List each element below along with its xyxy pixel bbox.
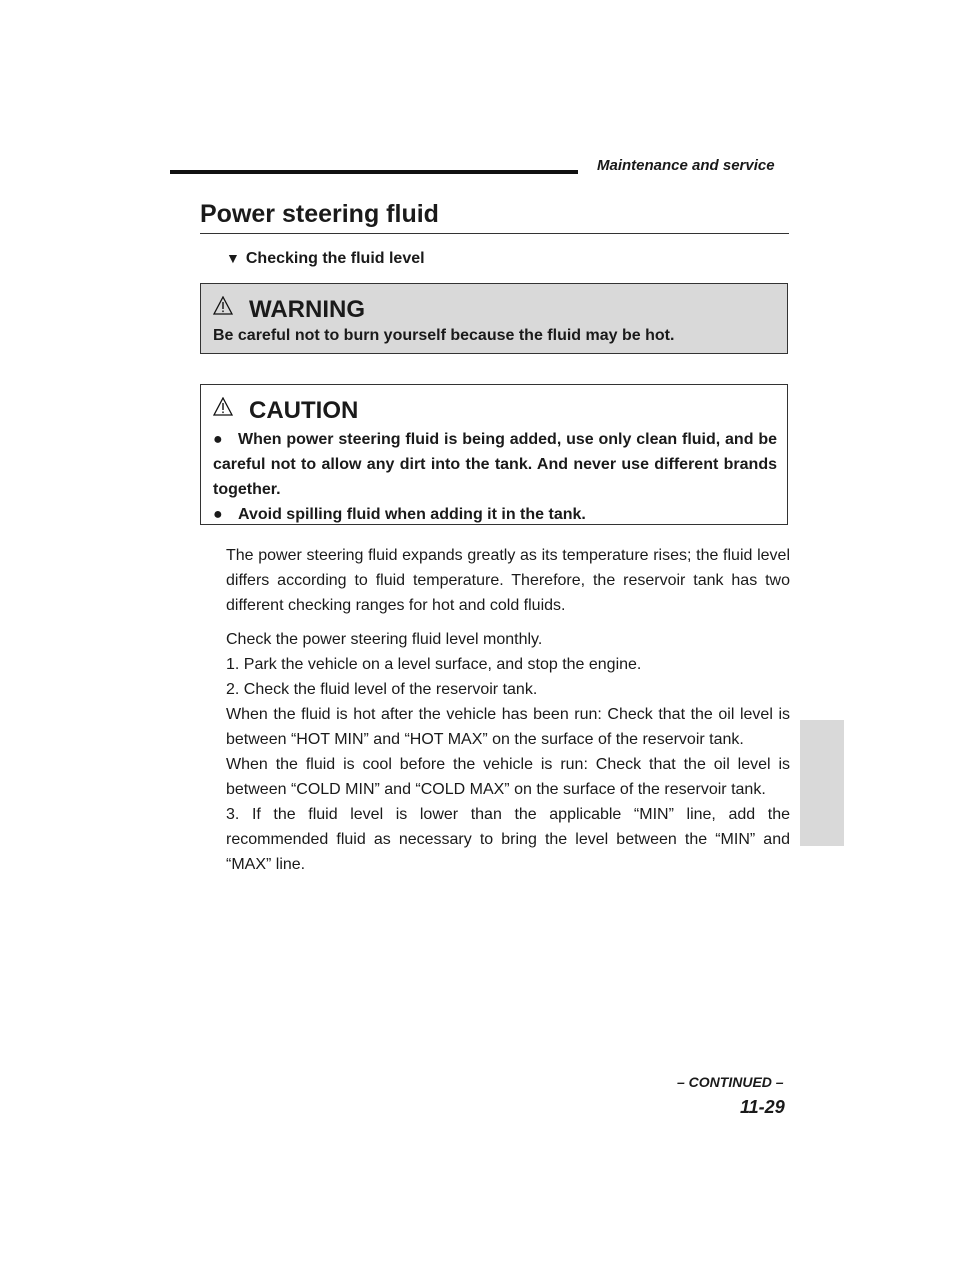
subheading-text: Checking the fluid level <box>245 250 425 267</box>
caution-box <box>200 384 788 525</box>
title-rule <box>200 233 789 234</box>
procedure-text: Check the power steering fluid level monthly. 1. Park the vehicle on a level surface, and stop the engine. 2. Check the fluid level of the reservoir tank. When the fluid is hot after the vehicle has been run: Check that the oil level is between “HOT MIN” and “HOT MAX” on the surface of the reservoir tank. When the fluid is cool before the vehicle is run: Check that the oil level is between “COLD MIN” and “COLD MAX” on the surface of the reservoir tank. 3. If the fluid level is lower than the applicable “MIN” line, add the recommended fluid as necessary to bring the level between the “MIN” and “MAX” line. <box>226 631 790 873</box>
warning-text: Be careful not to burn yourself because the fluid may be hot. <box>213 327 675 344</box>
warning-title: WARNING <box>249 296 365 323</box>
section-header: Maintenance and service <box>597 157 775 174</box>
caution-item: ● Avoid spilling fluid when adding it in the tank. <box>213 502 777 527</box>
bullet-icon: ● <box>213 431 223 448</box>
continued-note: – CONTINUED – <box>677 1074 784 1090</box>
page-title: Power steering fluid <box>200 200 439 228</box>
warning-triangle-icon <box>213 296 233 316</box>
intro-paragraph: The power steering fluid expands greatly as its temperature rises; the fluid level differs according to fluid temperature. Therefore, the reservoir tank has two different checking ranges for hot and cold fluids. <box>226 547 790 614</box>
page-number: 11-29 <box>740 1097 785 1117</box>
caution-triangle-icon <box>213 397 233 417</box>
bullet-icon: ● <box>213 506 223 523</box>
header-rule <box>170 170 578 174</box>
caution-list <box>213 427 777 527</box>
subheading <box>226 250 425 268</box>
caution-title: CAUTION <box>249 397 359 424</box>
chapter-tab <box>800 720 844 846</box>
caution-item: ● When power steering fluid is being added, use only clean fluid, and be careful not to allow any dirt into the tank. And never use different brands together. <box>213 427 777 502</box>
triangle-down-icon: ▼ <box>226 250 240 266</box>
warning-box <box>200 283 788 354</box>
